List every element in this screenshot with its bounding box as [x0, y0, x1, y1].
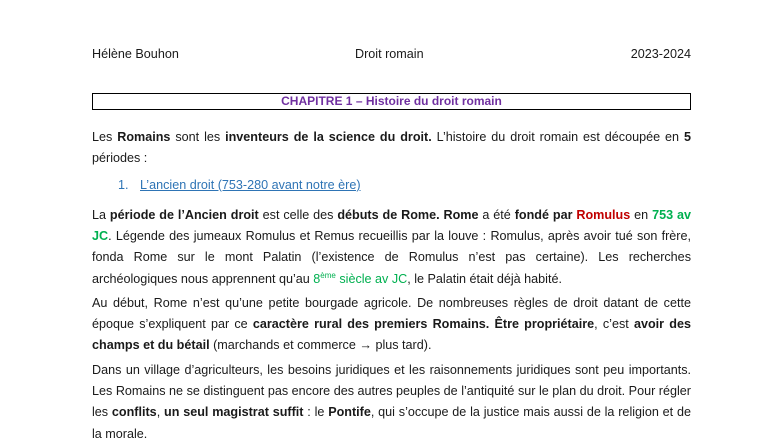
- intro-paragraph: [92, 127, 691, 169]
- para3-text: Au début, Rome n’est qu’une petite bourgade agricole. De nombreuses règles de droit datant de cette époque s’expliquent par ce: [92, 296, 691, 332]
- intro-bold-inventeurs: inventeurs de la science du droit.: [225, 130, 432, 144]
- header-author: Hélène Bouhon: [92, 47, 179, 61]
- header-year: 2023-2024: [630, 47, 691, 61]
- paragraph-ancien-droit: [92, 205, 691, 290]
- para4-bold: un seul magistrat suffit: [164, 405, 304, 420]
- para2-century-sup: ème: [320, 270, 336, 280]
- paragraph-rural: [92, 293, 691, 357]
- para2-text: , le Palatin était déjà habité.: [407, 271, 562, 286]
- page-header: [92, 47, 691, 63]
- para2-date: 753 av JC: [92, 208, 691, 244]
- para2-text: est celle des: [258, 208, 338, 222]
- list-item-ancien-droit[interactable]: [118, 178, 361, 192]
- para4-text: ,: [156, 405, 164, 420]
- intro-text: sont les: [170, 130, 226, 144]
- intro-text: périodes :: [92, 151, 148, 166]
- arrow-icon: →: [359, 338, 372, 353]
- para2-bold: fondé par: [514, 208, 577, 222]
- intro-text: L’histoire du droit romain est découpée en: [431, 130, 684, 144]
- header-subject: Droit romain: [355, 47, 424, 61]
- para2-century: 8: [313, 271, 321, 286]
- para2-romulus: Romulus: [576, 208, 631, 222]
- para4-text: Dans un village d’agriculteurs, les besoins juridiques et les raisonnements juridiques sont peu importants. Les Romains ne se distinguent pas encore des autres peuples de l’antiquité sur le plan du droit. Pour régler les: [92, 363, 691, 420]
- intro-bold-romains: Romains: [117, 130, 171, 144]
- paragraph-magistrat: [92, 360, 691, 445]
- para4-bold: Pontife: [328, 405, 371, 420]
- para2-text: en: [630, 208, 653, 222]
- para3-text: plus tard).: [371, 338, 432, 353]
- intro-text: Les: [92, 130, 118, 144]
- para4-text: , qui s’occupe de la justice mais aussi de la religion et de la morale.: [92, 405, 691, 441]
- intro-bold-count: 5: [683, 130, 691, 144]
- list-number: 1.: [118, 178, 129, 192]
- para3-bold: avoir des champs et du bétail: [92, 317, 691, 353]
- para2-bold: débuts de Rome. Rome: [337, 208, 479, 222]
- para2-text: La: [92, 208, 110, 222]
- chapter-title: CHAPITRE 1 – Histoire du droit romain: [92, 93, 691, 110]
- para4-bold: conflits: [111, 405, 157, 420]
- para3-bold: caractère rural des premiers Romains. Être propriétaire: [252, 317, 595, 332]
- para3-text: (marchands et commerce: [209, 338, 360, 353]
- para2-century-rest: siècle av JC: [335, 271, 408, 286]
- list-link-text[interactable]: L’ancien droit (753-280 avant notre ère): [140, 178, 361, 192]
- para2-bold: période de l’Ancien droit: [109, 208, 259, 222]
- para2-text: a été: [478, 208, 515, 222]
- para2-text: . Légende des jumeaux Romulus et Remus recueillis par la louve : Romulus, après avoir tué son frère, fonda Rome sur le mont Palatin (l’existence de Romulus n’est pas certaine). Les recherches archéologiques nous apprennent qu’au: [92, 229, 691, 286]
- para4-text: : le: [303, 405, 329, 420]
- para3-text: , c’est: [594, 317, 634, 332]
